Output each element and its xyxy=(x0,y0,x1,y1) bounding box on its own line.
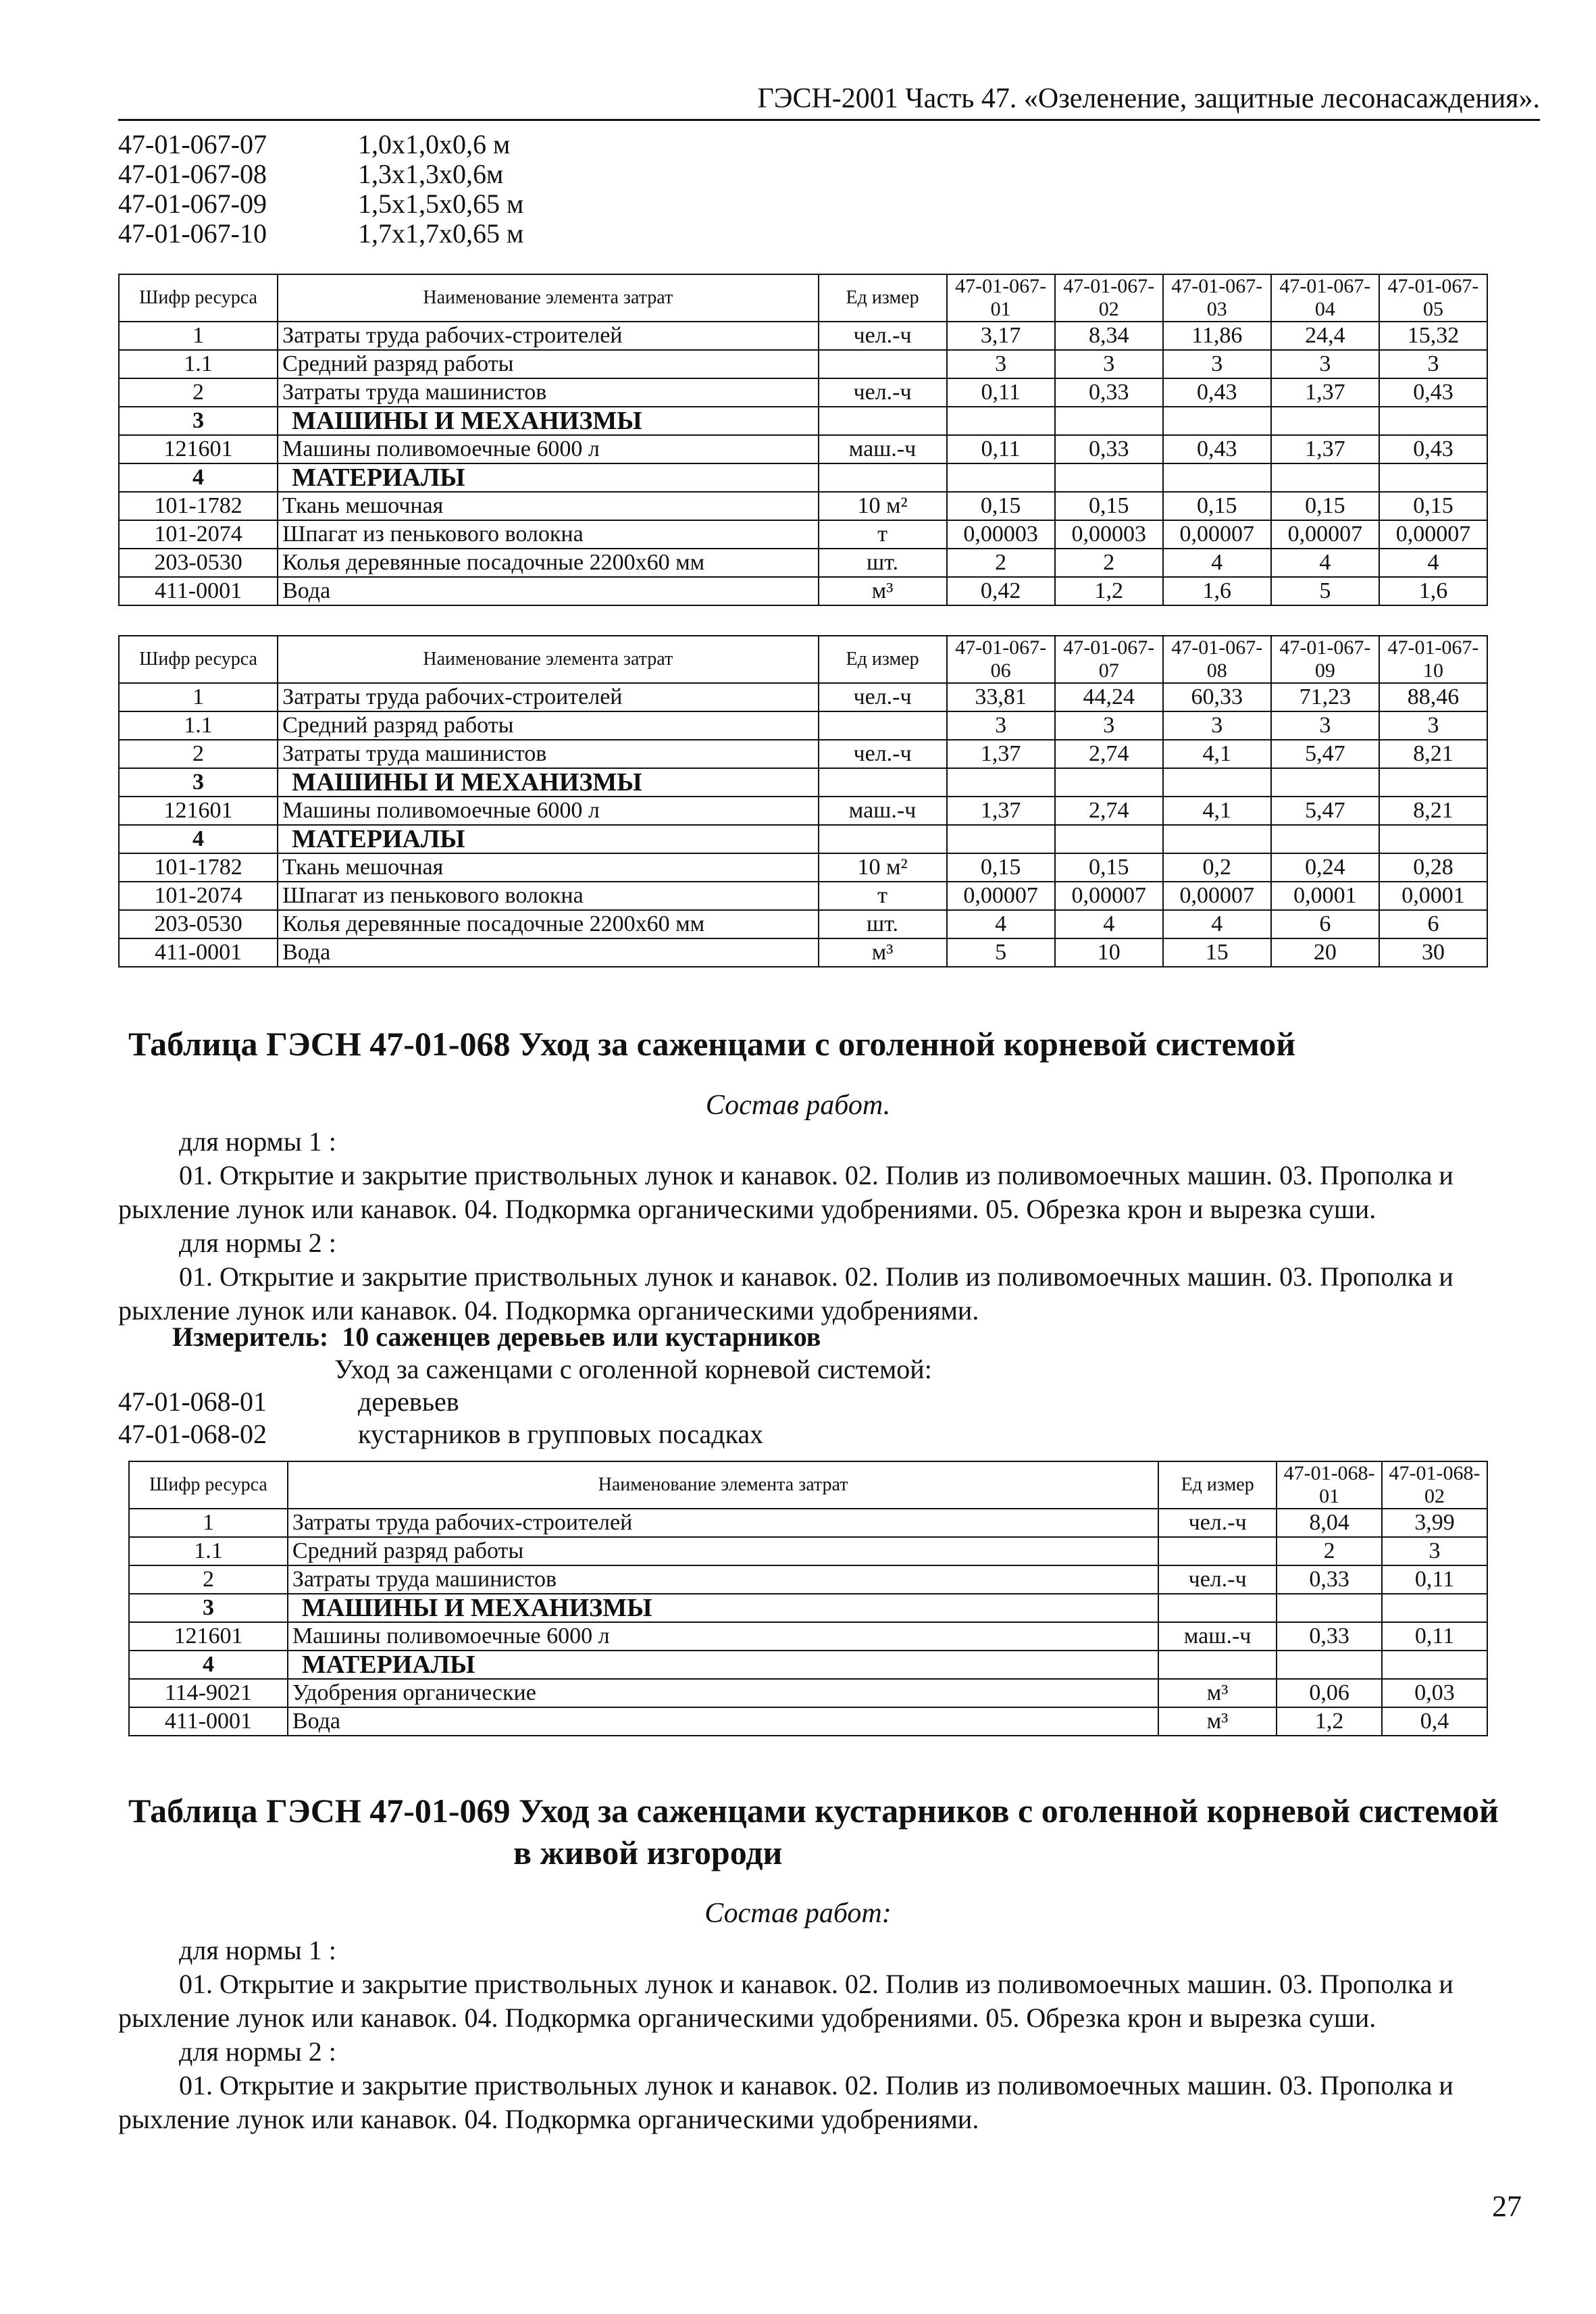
resource-value: 1,6 xyxy=(1379,577,1487,605)
resource-unit xyxy=(1158,1651,1277,1679)
resource-value: 24,4 xyxy=(1271,322,1379,350)
resource-value xyxy=(1055,825,1163,853)
resource-value: 0,33 xyxy=(1055,378,1163,407)
code-desc: 1,7х1,7х0,65 м xyxy=(358,218,524,249)
resource-value: 0,00007 xyxy=(1163,520,1271,549)
norm2-label: для нормы 2 : xyxy=(179,2036,336,2067)
resource-name: МАШИНЫ И МЕХАНИЗМЫ xyxy=(278,407,818,435)
resource-name: Колья деревянные посадочные 2200х60 мм xyxy=(278,910,818,938)
norm1-text: 01. Открытие и закрытие приствольных лунок и канавок. 02. Полив из поливомоечных машин. 03. Прополка и рыхление лунок или канавок. 04. Подкормка органическими удобрениями. 05. Обрезка крон и вырезка суши. xyxy=(118,1160,1453,1224)
resource-value: 3 xyxy=(1055,350,1163,378)
resource-value: 0,24 xyxy=(1271,853,1379,882)
resource-value: 1,37 xyxy=(1271,435,1379,463)
resource-value: 5,47 xyxy=(1271,740,1379,768)
resource-name: Затраты труда машинистов xyxy=(278,378,818,407)
code-desc: 1,0х1,0х0,6 м xyxy=(358,129,511,159)
header-norm-code: 47-01-068-01 xyxy=(1277,1461,1382,1509)
resource-value: 1,2 xyxy=(1277,1707,1382,1736)
resource-value: 33,81 xyxy=(947,683,1055,711)
resource-unit: маш.-ч xyxy=(1158,1622,1277,1651)
resource-code: 1.1 xyxy=(129,1537,288,1565)
resource-value: 0,33 xyxy=(1277,1622,1382,1651)
table-title-069-line2: в живой изгороди xyxy=(513,1834,783,1871)
resource-value xyxy=(947,825,1055,853)
resource-name: МАШИНЫ И МЕХАНИЗМЫ xyxy=(288,1594,1158,1622)
table-row xyxy=(129,1565,1487,1594)
resource-code: 411-0001 xyxy=(129,1707,288,1736)
code-row xyxy=(118,189,523,219)
resource-value: 2 xyxy=(1277,1537,1382,1565)
resource-unit: м³ xyxy=(1158,1679,1277,1707)
resource-value: 0,11 xyxy=(947,435,1055,463)
resource-name: МАШИНЫ И МЕХАНИЗМЫ xyxy=(278,768,818,797)
resource-value: 2,74 xyxy=(1055,740,1163,768)
resource-unit xyxy=(819,711,947,740)
resource-value: 0,43 xyxy=(1379,378,1487,407)
table-row xyxy=(119,825,1487,853)
norm2-text: 01. Открытие и закрытие приствольных лунок и канавок. 02. Полив из поливомоечных машин. 03. Прополка и рыхление лунок или канавок. 04. Подкормка органическими удобрениями. xyxy=(118,1261,1453,1326)
resource-value: 88,46 xyxy=(1379,683,1487,711)
code-row xyxy=(118,1386,932,1418)
table-row xyxy=(119,797,1487,825)
code-desc: 1,5х1,5х0,65 м xyxy=(358,188,524,219)
resource-value: 5 xyxy=(947,938,1055,967)
norm1-text: 01. Открытие и закрытие приствольных лунок и канавок. 02. Полив из поливомоечных машин. 03. Прополка и рыхление лунок или канавок. 04. Подкормка органическими удобрениями. 05. Обрезка крон и вырезка суши. xyxy=(118,1969,1453,2033)
resource-unit xyxy=(819,768,947,797)
header-code: Шифр ресурса xyxy=(119,274,278,322)
resource-name: Ткань мешочная xyxy=(278,853,818,882)
resource-value: 0,00007 xyxy=(1055,882,1163,910)
table-row xyxy=(119,492,1487,520)
table-row xyxy=(129,1651,1487,1679)
code: 47-01-067-09 xyxy=(118,188,267,219)
resource-value xyxy=(1055,768,1163,797)
table-row xyxy=(119,463,1487,492)
table-row xyxy=(119,577,1487,605)
works-title-068: Состав работ. xyxy=(705,1090,891,1121)
resource-unit xyxy=(1158,1537,1277,1565)
resource-value xyxy=(1271,407,1379,435)
resource-code: 4 xyxy=(129,1651,288,1679)
table-row xyxy=(129,1707,1487,1736)
norm-table-067-01-05 xyxy=(118,274,1488,606)
resource-unit xyxy=(819,463,947,492)
resource-value: 4,1 xyxy=(1163,740,1271,768)
resource-value xyxy=(1382,1594,1487,1622)
table-row xyxy=(119,350,1487,378)
resource-value: 0,15 xyxy=(1163,492,1271,520)
resource-value: 5 xyxy=(1271,577,1379,605)
code: 47-01-067-10 xyxy=(118,218,267,249)
table-row xyxy=(119,882,1487,910)
resource-value: 4 xyxy=(1271,549,1379,577)
resource-code: 101-2074 xyxy=(119,882,278,910)
norm-table-067-06-10 xyxy=(118,635,1488,967)
resource-name: Затраты труда машинистов xyxy=(288,1565,1158,1594)
resource-unit: 10 м² xyxy=(819,492,947,520)
resource-unit: шт. xyxy=(819,549,947,577)
resource-value: 0,15 xyxy=(1271,492,1379,520)
resource-value: 44,24 xyxy=(1055,683,1163,711)
resource-name: Шпагат из пенькового волокна xyxy=(278,882,818,910)
header-norm-code: 47-01-067-09 xyxy=(1271,636,1379,683)
resource-value: 1,37 xyxy=(947,797,1055,825)
resource-unit: м³ xyxy=(1158,1707,1277,1736)
subtitle: Уход за саженцами с оголенной корневой системой: xyxy=(334,1354,932,1384)
resource-value: 0,03 xyxy=(1382,1679,1487,1707)
table-title-069-line1: Таблица ГЭСН 47-01-069 Уход за саженцами кустарников с оголенной корневой системой xyxy=(128,1792,1499,1830)
resource-code: 203-0530 xyxy=(119,910,278,938)
resource-value xyxy=(1379,825,1487,853)
header-norm-code: 47-01-067-01 xyxy=(947,274,1055,322)
header-norm-code: 47-01-067-05 xyxy=(1379,274,1487,322)
resource-value: 8,04 xyxy=(1277,1509,1382,1537)
resource-name: МАТЕРИАЛЫ xyxy=(278,825,818,853)
resource-name: Средний разряд работы xyxy=(278,350,818,378)
resource-name: МАТЕРИАЛЫ xyxy=(288,1651,1158,1679)
resource-value: 1,2 xyxy=(1055,577,1163,605)
resource-code: 2 xyxy=(119,378,278,407)
resource-value: 6 xyxy=(1271,910,1379,938)
resource-value xyxy=(1163,407,1271,435)
resource-value: 0,15 xyxy=(947,492,1055,520)
resource-value: 4 xyxy=(1379,549,1487,577)
resource-value: 0,28 xyxy=(1379,853,1487,882)
resource-code: 4 xyxy=(119,463,278,492)
header-norm-code: 47-01-067-08 xyxy=(1163,636,1271,683)
resource-value: 0,43 xyxy=(1163,435,1271,463)
resource-code: 101-1782 xyxy=(119,853,278,882)
resource-value xyxy=(1163,768,1271,797)
resource-name: Удобрения органические xyxy=(288,1679,1158,1707)
table-row xyxy=(119,683,1487,711)
header-unit: Ед измер xyxy=(819,274,947,322)
resource-value: 3 xyxy=(1271,711,1379,740)
resource-unit: чел.-ч xyxy=(1158,1509,1277,1537)
table-row xyxy=(119,768,1487,797)
header-name: Наименование элемента затрат xyxy=(278,636,818,683)
header-norm-code: 47-01-067-04 xyxy=(1271,274,1379,322)
table-row xyxy=(129,1509,1487,1537)
resource-value: 6 xyxy=(1379,910,1487,938)
code-desc: деревьев xyxy=(358,1386,459,1417)
resource-unit: м³ xyxy=(819,938,947,967)
resource-value xyxy=(1379,768,1487,797)
code-list-067 xyxy=(118,130,523,249)
table-row xyxy=(119,549,1487,577)
resource-unit xyxy=(1158,1594,1277,1622)
resource-value xyxy=(1163,463,1271,492)
resource-code: 411-0001 xyxy=(119,577,278,605)
resource-code: 101-1782 xyxy=(119,492,278,520)
resource-unit: 10 м² xyxy=(819,853,947,882)
resource-value: 4 xyxy=(1163,549,1271,577)
resource-value: 0,00007 xyxy=(1271,520,1379,549)
resource-value: 20 xyxy=(1271,938,1379,967)
norm2-label: для нормы 2 : xyxy=(179,1228,336,1258)
resource-value: 0,15 xyxy=(947,853,1055,882)
resource-code: 2 xyxy=(129,1565,288,1594)
table-row xyxy=(119,910,1487,938)
header-norm-code: 47-01-067-03 xyxy=(1163,274,1271,322)
resource-value: 0,00007 xyxy=(1163,882,1271,910)
page-header: ГЭСН-2001 Часть 47. «Озеленение, защитные лесонасаждения». xyxy=(118,82,1540,121)
resource-value xyxy=(1277,1651,1382,1679)
table-header-row xyxy=(129,1461,1487,1509)
resource-unit: чел.-ч xyxy=(819,322,947,350)
resource-value xyxy=(1055,407,1163,435)
resource-value: 8,21 xyxy=(1379,797,1487,825)
resource-value: 0,4 xyxy=(1382,1707,1487,1736)
resource-name: Колья деревянные посадочные 2200х60 мм xyxy=(278,549,818,577)
resource-unit xyxy=(819,825,947,853)
resource-unit: т xyxy=(819,882,947,910)
resource-code: 121601 xyxy=(119,435,278,463)
resource-value: 30 xyxy=(1379,938,1487,967)
resource-code: 1 xyxy=(119,683,278,711)
resource-value xyxy=(1379,407,1487,435)
resource-value: 3,99 xyxy=(1382,1509,1487,1537)
resource-value xyxy=(947,407,1055,435)
table-row xyxy=(129,1594,1487,1622)
resource-code: 2 xyxy=(119,740,278,768)
resource-code: 121601 xyxy=(129,1622,288,1651)
resource-name: Затраты труда машинистов xyxy=(278,740,818,768)
code-row xyxy=(118,159,523,189)
table-row xyxy=(119,322,1487,350)
works-068 xyxy=(118,1125,1543,1328)
works-069 xyxy=(118,1934,1543,2136)
code-row xyxy=(118,1418,932,1451)
resource-value: 0,42 xyxy=(947,577,1055,605)
resource-name: Средний разряд работы xyxy=(288,1537,1158,1565)
resource-value: 3 xyxy=(947,711,1055,740)
header-unit: Ед измер xyxy=(819,636,947,683)
resource-value: 3 xyxy=(1379,350,1487,378)
resource-unit: м³ xyxy=(819,577,947,605)
header-code: Шифр ресурса xyxy=(129,1461,288,1509)
resource-value: 3 xyxy=(1163,711,1271,740)
resource-code: 203-0530 xyxy=(119,549,278,577)
resource-name: Машины поливомоечные 6000 л xyxy=(278,797,818,825)
resource-value: 71,23 xyxy=(1271,683,1379,711)
resource-name: Машины поливомоечные 6000 л xyxy=(288,1622,1158,1651)
resource-code: 1 xyxy=(119,322,278,350)
resource-name: Шпагат из пенькового волокна xyxy=(278,520,818,549)
resource-value: 0,0001 xyxy=(1379,882,1487,910)
resource-value: 1,37 xyxy=(1271,378,1379,407)
resource-name: Средний разряд работы xyxy=(278,711,818,740)
resource-value xyxy=(1163,825,1271,853)
resource-name: Затраты труда рабочих-строителей xyxy=(278,683,818,711)
resource-value: 0,43 xyxy=(1163,378,1271,407)
header-norm-code: 47-01-068-02 xyxy=(1382,1461,1487,1509)
table-row xyxy=(129,1622,1487,1651)
table-row xyxy=(129,1537,1487,1565)
resource-code: 1 xyxy=(129,1509,288,1537)
resource-value xyxy=(1271,463,1379,492)
resource-value: 3 xyxy=(1379,711,1487,740)
code-row xyxy=(118,219,523,249)
resource-value: 2 xyxy=(1055,549,1163,577)
resource-value: 0,33 xyxy=(1277,1565,1382,1594)
code: 47-01-067-07 xyxy=(118,129,267,159)
resource-code: 121601 xyxy=(119,797,278,825)
resource-unit: маш.-ч xyxy=(819,435,947,463)
resource-value xyxy=(1379,463,1487,492)
works-title-069: Состав работ: xyxy=(704,1898,892,1929)
resource-value: 15,32 xyxy=(1379,322,1487,350)
norm2-text: 01. Открытие и закрытие приствольных лунок и канавок. 02. Полив из поливомоечных машин. 03. Прополка и рыхление лунок или канавок. 04. Подкормка органическими удобрениями. xyxy=(118,2070,1453,2134)
resource-value: 3 xyxy=(1055,711,1163,740)
resource-unit: маш.-ч xyxy=(819,797,947,825)
norm-table-068 xyxy=(128,1461,1488,1736)
resource-value: 4 xyxy=(1163,910,1271,938)
resource-code: 3 xyxy=(119,768,278,797)
resource-value: 3 xyxy=(947,350,1055,378)
resource-value: 0,00007 xyxy=(1379,520,1487,549)
resource-value: 8,34 xyxy=(1055,322,1163,350)
resource-name: Затраты труда рабочих-строителей xyxy=(278,322,818,350)
resource-unit: чел.-ч xyxy=(1158,1565,1277,1594)
resource-value: 5,47 xyxy=(1271,797,1379,825)
table-row xyxy=(129,1679,1487,1707)
resource-code: 411-0001 xyxy=(119,938,278,967)
resource-value xyxy=(947,463,1055,492)
resource-value: 3 xyxy=(1163,350,1271,378)
code: 47-01-068-02 xyxy=(118,1419,267,1449)
resource-value: 0,00003 xyxy=(1055,520,1163,549)
table-row xyxy=(119,407,1487,435)
resource-value: 0,11 xyxy=(947,378,1055,407)
header-name: Наименование элемента затрат xyxy=(278,274,818,322)
table-row xyxy=(119,435,1487,463)
table-title-068: Таблица ГЭСН 47-01-068 Уход за саженцами с оголенной корневой системой xyxy=(128,1025,1296,1063)
table-row xyxy=(119,378,1487,407)
header-norm-code: 47-01-067-07 xyxy=(1055,636,1163,683)
resource-value: 0,15 xyxy=(1379,492,1487,520)
norm1-label: для нормы 1 : xyxy=(179,1126,336,1157)
header-name: Наименование элемента затрат xyxy=(288,1461,1158,1509)
resource-value: 4,1 xyxy=(1163,797,1271,825)
resource-value: 3 xyxy=(1271,350,1379,378)
resource-value: 3,17 xyxy=(947,322,1055,350)
resource-value: 0,11 xyxy=(1382,1565,1487,1594)
table-row xyxy=(119,520,1487,549)
resource-name: Вода xyxy=(278,577,818,605)
resource-code: 114-9021 xyxy=(129,1679,288,1707)
resource-value: 4 xyxy=(947,910,1055,938)
resource-value: 0,11 xyxy=(1382,1622,1487,1651)
resource-value: 0,43 xyxy=(1379,435,1487,463)
header-norm-code: 47-01-067-06 xyxy=(947,636,1055,683)
header-code: Шифр ресурса xyxy=(119,636,278,683)
code-desc: кустарников в групповых посадках xyxy=(358,1419,764,1449)
resource-code: 1.1 xyxy=(119,711,278,740)
resource-name: Затраты труда рабочих-строителей xyxy=(288,1509,1158,1537)
resource-value: 0,2 xyxy=(1163,853,1271,882)
resource-name: Вода xyxy=(288,1707,1158,1736)
table-row xyxy=(119,740,1487,768)
resource-code: 3 xyxy=(129,1594,288,1622)
resource-value: 0,0001 xyxy=(1271,882,1379,910)
resource-code: 101-2074 xyxy=(119,520,278,549)
resource-value: 60,33 xyxy=(1163,683,1271,711)
resource-name: Вода xyxy=(278,938,818,967)
resource-value: 1,6 xyxy=(1163,577,1271,605)
table-header-row xyxy=(119,274,1487,322)
header-unit: Ед измер xyxy=(1158,1461,1277,1509)
resource-value: 4 xyxy=(1055,910,1163,938)
measure-068 xyxy=(118,1321,932,1451)
resource-code: 1.1 xyxy=(119,350,278,378)
resource-unit xyxy=(819,350,947,378)
resource-value: 2 xyxy=(947,549,1055,577)
resource-name: Ткань мешочная xyxy=(278,492,818,520)
resource-unit: чел.-ч xyxy=(819,683,947,711)
code-row xyxy=(118,130,523,159)
resource-value: 0,33 xyxy=(1055,435,1163,463)
resource-value: 11,86 xyxy=(1163,322,1271,350)
resource-unit: чел.-ч xyxy=(819,378,947,407)
resource-value xyxy=(947,768,1055,797)
resource-value xyxy=(1271,825,1379,853)
header-norm-code: 47-01-067-10 xyxy=(1379,636,1487,683)
resource-value: 8,21 xyxy=(1379,740,1487,768)
header-norm-code: 47-01-067-02 xyxy=(1055,274,1163,322)
resource-value xyxy=(1271,768,1379,797)
table-row xyxy=(119,853,1487,882)
resource-unit: т xyxy=(819,520,947,549)
measure-value: 10 саженцев деревьев или кустарников xyxy=(342,1322,821,1352)
resource-value: 0,06 xyxy=(1277,1679,1382,1707)
resource-unit xyxy=(819,407,947,435)
resource-code: 3 xyxy=(119,407,278,435)
resource-value: 10 xyxy=(1055,938,1163,967)
code: 47-01-067-08 xyxy=(118,159,267,189)
resource-value: 0,00007 xyxy=(947,882,1055,910)
resource-value xyxy=(1382,1651,1487,1679)
resource-value xyxy=(1277,1594,1382,1622)
resource-name: Машины поливомоечные 6000 л xyxy=(278,435,818,463)
resource-value: 0,15 xyxy=(1055,492,1163,520)
measure-label: Измеритель: xyxy=(172,1322,329,1352)
resource-unit: шт. xyxy=(819,910,947,938)
code-desc: 1,3х1,3х0,6м xyxy=(358,159,504,189)
resource-value xyxy=(1055,463,1163,492)
resource-value: 2,74 xyxy=(1055,797,1163,825)
resource-value: 15 xyxy=(1163,938,1271,967)
page-number: 27 xyxy=(1492,2190,1522,2223)
resource-value: 0,15 xyxy=(1055,853,1163,882)
resource-unit: чел.-ч xyxy=(819,740,947,768)
norm1-label: для нормы 1 : xyxy=(179,1935,336,1965)
resource-value: 3 xyxy=(1382,1537,1487,1565)
resource-code: 4 xyxy=(119,825,278,853)
resource-value: 0,00003 xyxy=(947,520,1055,549)
code: 47-01-068-01 xyxy=(118,1386,267,1417)
resource-value: 1,37 xyxy=(947,740,1055,768)
table-row xyxy=(119,711,1487,740)
table-row xyxy=(119,938,1487,967)
table-header-row xyxy=(119,636,1487,683)
resource-name: МАТЕРИАЛЫ xyxy=(278,463,818,492)
